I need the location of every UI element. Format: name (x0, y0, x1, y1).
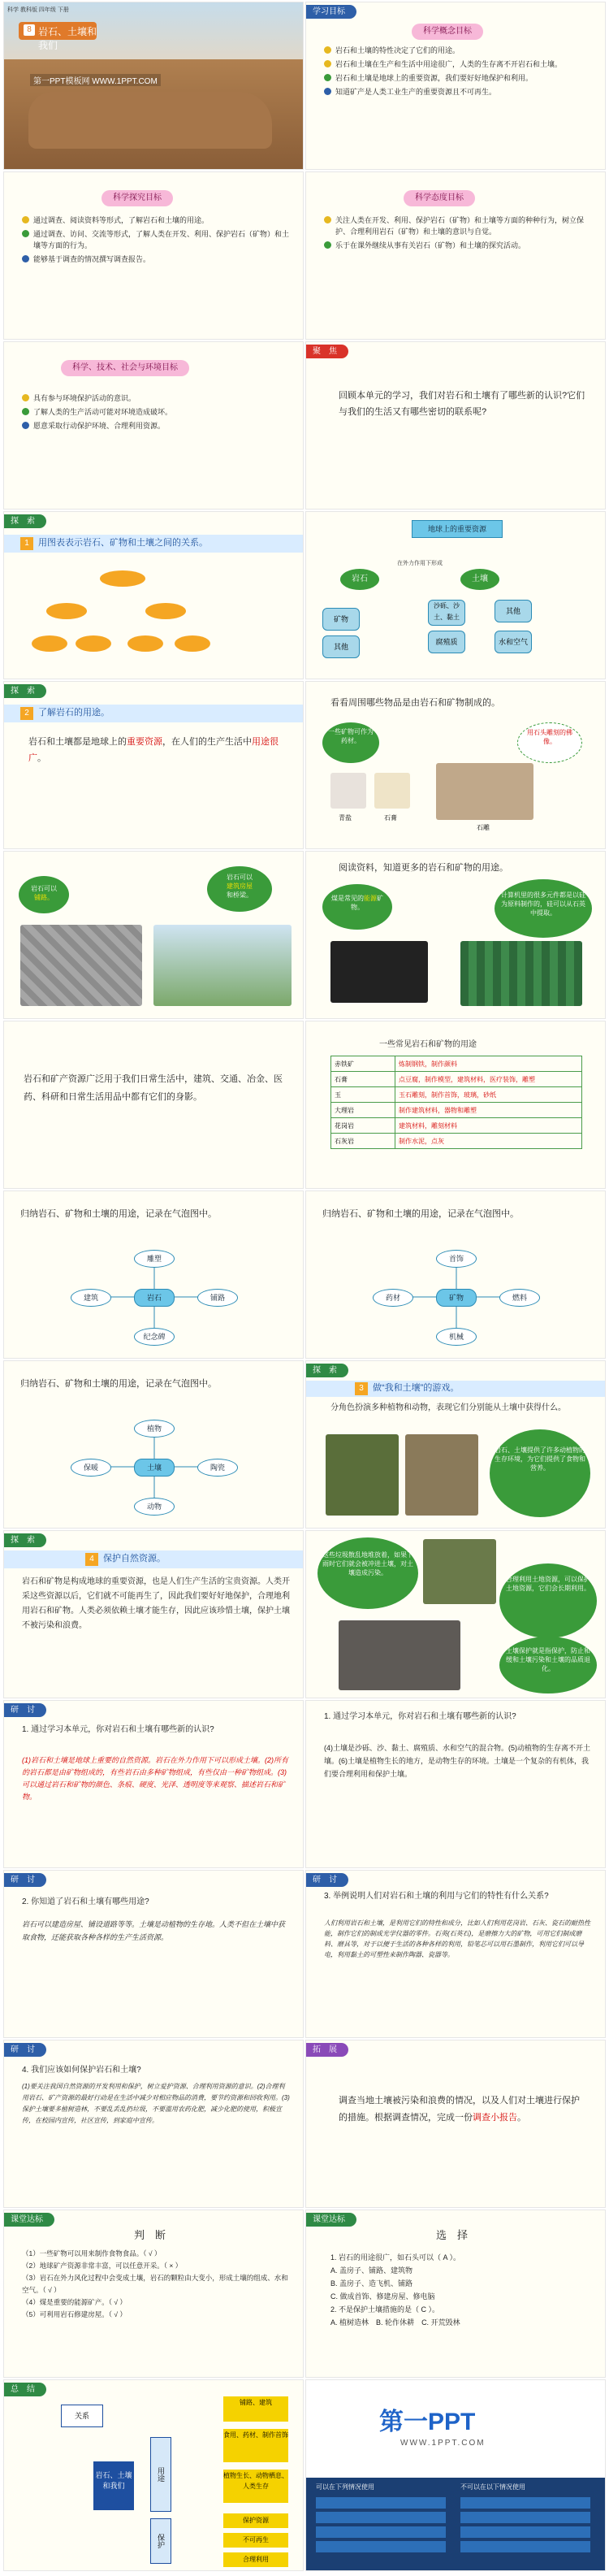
answer: (1)岩石和土壤是地球上重要的自然资源。岩石在外力作用下可以形成土壤。(2)所有的岩石都是由矿物组成的，有些岩石由多种矿物组成，有些仅由一种矿物组成。(3)可以通过岩石和矿物的颜色、条痕、硬度、光泽、透明度等来观察、描述岩石和矿物。 (22, 1756, 289, 1801)
bubble-center: 矿物 (436, 1289, 477, 1307)
summary-item: 合理利用 (223, 2552, 288, 2567)
option: A. 盖房子、铺路、建筑物 (330, 2266, 413, 2275)
title-box (19, 22, 97, 51)
slide-road-bridge (3, 851, 304, 1019)
goal-banner: 科学探究目标 (102, 190, 173, 206)
diagram-oval (127, 635, 163, 652)
slide-explore-1 (3, 511, 304, 679)
quiz-title: 选 择 (436, 2229, 469, 2241)
slide-extend (305, 2040, 606, 2208)
option-row: A. 植树造林 B. 轮作休耕 C. 开荒毁林 (330, 2318, 460, 2327)
bullet-icon (324, 74, 331, 81)
answer: 人们利用岩石和土壤，是利用它们的特性和成分，比如人们利用花岗岩、石灰、瓷石的耐热性能，制作它们的制成光学仪器的零件。石英(石英石)，是磨擦力大的矿物，可用它们制成磨料、磨具等，对于以便于生活的各种各样的利用，铅笔芯可以用石墨制作，利用它们可以导电，利用黏土的可塑性来制作陶器、瓷器等。 (324, 1919, 590, 1958)
slide-explore-3 (305, 1360, 606, 1529)
option: B. 盖房子、造飞机、铺路 (330, 2279, 413, 2288)
slide-bubble-mineral (305, 1190, 606, 1359)
list-item: 知道矿产是人类工业生产的重要资源且不可再生。 (324, 86, 594, 98)
section-tag: 总 结 (4, 2383, 46, 2396)
slide-explore-4 (3, 1530, 304, 1698)
bullet-icon (22, 394, 29, 401)
speech-bubble: 这些垃圾散乱地堆放着，如果下雨时它们就会被冲进土壤，对土壤造成污染。 (317, 1537, 418, 1609)
brand-url: WWW.1PPT.COM (400, 2439, 486, 2448)
body-text: 岩石和矿产资源广泛用于我们日常生活中，建筑、交通、冶金、医药、科研和日常生活用品中都有它们的身影。 (24, 1074, 283, 1102)
slide-heading: 归纳岩石、矿物和土壤的用途，记录在气泡图中。 (20, 1379, 217, 1389)
goal-banner: 科学、技术、社会与环境目标 (61, 360, 189, 376)
bubble-node: 植物 (134, 1420, 175, 1438)
table-row: 玉 玉石雕刻，制作首饰，玻璃，砂纸 (331, 1087, 582, 1103)
bullet-icon (324, 60, 331, 67)
answer: (4)土壤是沙砾、沙、黏土、腐殖质、水和空气的混合物。(5)动植物的生存离不开土壤。(6)土壤是植物生长的地方，是动物生存的环境。土壤是一个复杂的有机体，我们要合理利用和保护土壤。 (324, 1744, 591, 1778)
bubble-node: 铺路 (197, 1289, 238, 1307)
diagram-oval (32, 635, 67, 652)
answer: (1)要关注我国自然资源的开发利用和保护，树立爱护资源、合理利用资源的意识。(2)合理利用岩石、矿产资源的最好行动是在生活中减少对相应物品的消费，要节约资源和回收利用。(3)保护土壤要多植树造林，不要乱丢乱扔垃圾，不要滥用农药化肥，减少化肥的使用，积极宣传，在校园内宣传，社区宣传，到家庭中宣传。 (22, 2083, 290, 2124)
bullet-icon (324, 216, 331, 223)
list-item: 愿意采取行动保护环境、合理利用资源。 (22, 420, 292, 432)
slide-concept-map (305, 511, 606, 679)
bubble-node: 机械 (436, 1328, 477, 1346)
list-item: 岩石和土壤在生产和生活中用途很广，人类的生存离不开岩石和土壤。 (324, 59, 594, 70)
footer-link[interactable] (460, 2526, 590, 2538)
slide-heading: 归纳岩石、矿物和土壤的用途，记录在气泡图中。 (20, 1209, 217, 1219)
slide-bubble-soil (3, 1360, 304, 1529)
section-tag: 课堂达标 (4, 2213, 54, 2227)
section-tag: 研 讨 (4, 1703, 46, 1717)
goal-list (324, 215, 594, 254)
coal-image (330, 941, 428, 1003)
bubble-center: 土壤 (134, 1459, 175, 1477)
list-item: 能够基于调查的情况撰写调查报告。 (22, 254, 292, 265)
slide-title-cover (3, 2, 304, 170)
list-item: 关注人类在开发、利用、保护岩石（矿物）和土壤等方面的种种行为，树立保护、合理利用岩石（矿物）和土壤的意识与自觉。 (324, 215, 594, 237)
goal-list (324, 45, 594, 100)
diagram-oval (100, 570, 145, 587)
table-row: 石灰岩 制作水泥，点灰 (331, 1134, 582, 1149)
section-tag: 拓 展 (306, 2043, 348, 2057)
slide-discuss-4 (3, 2040, 304, 2208)
question: 2. 你知道了岩石和土壤有哪些用途? (22, 1897, 149, 1906)
question: 3. 举例说明人们对岩石和土壤的利用与它们的特性有什么关系? (324, 1892, 549, 1901)
list-item: 具有参与环境保护活动的意识。 (22, 392, 292, 404)
footer-heading: 可以在下列情况使用 (316, 2483, 374, 2491)
garbage-image (339, 1620, 460, 1690)
section-tag: 研 讨 (306, 1873, 348, 1887)
carving-image (436, 763, 533, 820)
step-heading: 保护自然资源。 (103, 1554, 166, 1563)
footer-link[interactable] (316, 2497, 446, 2509)
map-node: 其他 (322, 635, 360, 658)
stone-bridge-image (153, 925, 292, 1006)
salt-image (330, 773, 366, 809)
slide-quiz-judge (3, 2210, 304, 2378)
section-tag: 聚 焦 (306, 345, 348, 358)
footer-link[interactable] (460, 2497, 590, 2509)
map-node: 沙砾、沙土、黏土 (428, 600, 465, 626)
bullet-icon (22, 230, 29, 237)
footer-link[interactable] (316, 2512, 446, 2523)
slide-brand (305, 2379, 606, 2571)
section-tag: 研 讨 (4, 2043, 46, 2057)
map-node: 腐殖质 (428, 631, 465, 653)
summary-item: 食用、药材、制作首饰 (223, 2429, 288, 2462)
slide-discuss-1a (3, 1700, 304, 1868)
bubble-center: 岩石 (134, 1289, 175, 1307)
section-tag: 探 索 (4, 1533, 46, 1547)
list-item: （1）一些矿物可以用来制作食物食品。（ √ ） (22, 2249, 162, 2257)
bubble-node: 保暖 (71, 1459, 111, 1477)
diagram-oval (175, 635, 210, 652)
quiz-list (22, 2248, 292, 2321)
list-item: （5）可利用岩石修建房屋。（ √ ） (22, 2310, 127, 2318)
footer-panel (306, 2478, 605, 2571)
section-tag: 探 索 (306, 1364, 348, 1377)
step-number: 1 (20, 537, 33, 550)
speech-bubble: 岩石、土壤提供了许多动植物的生存环境，为它们提供了食物和营养。 (490, 1429, 590, 1517)
quiz-list (330, 2251, 594, 2329)
speech-bubble: 计算机里的很多元件都是以硅为原料制作的，硅可以从石英中提取。 (495, 879, 592, 938)
summary-item: 不可再生 (223, 2533, 288, 2548)
bubble-node: 雕塑 (134, 1250, 175, 1268)
map-node-soil: 土壤 (460, 569, 499, 590)
slide-heading: 阅读资料，知道更多的岩石和矿物的用途。 (339, 863, 508, 873)
summary-item: 铺路、建筑 (223, 2396, 288, 2422)
slide-quiz-choice (305, 2210, 606, 2378)
slide-learning-goals (305, 2, 606, 170)
bubble-node: 纪念碑 (134, 1328, 175, 1346)
diagram-oval (46, 603, 87, 619)
diagram-oval (145, 603, 186, 619)
lesson-title: 岩石、土壤和我们 (38, 26, 97, 51)
summary-branch: 用途 (150, 2437, 171, 2512)
slide-stse-goals (3, 341, 304, 510)
list-item: 岩石和土壤是地球上的重要资源，我们要好好地保护和利用。 (324, 72, 594, 84)
speech-bubble: 用石头雕刻的佛像。 (517, 722, 582, 763)
section-tag: 探 索 (4, 514, 46, 528)
table-row: 花岗岩 建筑材料，雕刻材料 (331, 1118, 582, 1134)
slide-attitude-goals (305, 171, 606, 340)
list-item: 通过调查、访问、交流等形式，了解人类在开发、利用、保护岩石（矿物）和土壤等方面的行为。 (22, 228, 292, 251)
goal-list (22, 392, 292, 434)
step-heading: 了解岩石的用途。 (38, 708, 110, 718)
bullet-icon (22, 422, 29, 429)
slide-explore-2 (3, 681, 304, 849)
quiz-title: 判 断 (134, 2229, 166, 2241)
body-text: 分角色扮演多种植物和动物，表现它们分别能从土壤中获得什么。 (330, 1403, 566, 1412)
summary-branch: 保护 (150, 2518, 171, 2564)
list-item: （4）煤是重要的能源矿产。（ √ ） (22, 2298, 127, 2306)
table-title: 一些常见岩石和矿物的用途 (379, 1040, 477, 1049)
paved-road-image (20, 925, 142, 1006)
bullet-icon (22, 255, 29, 262)
brand-logo: 第一PPT (379, 2409, 476, 2435)
bullet-icon (324, 46, 331, 54)
slide-summary (3, 2379, 304, 2571)
slide-focus (305, 341, 606, 510)
table-row: 石膏 点豆腐，制作模型，建筑材料，医疗装饰，雕塑 (331, 1072, 582, 1087)
step-heading: 做“我和土壤”的游戏。 (373, 1383, 460, 1393)
watermark: 第一PPT模板网 WWW.1PPT.COM (30, 74, 161, 86)
table-row: 赤铁矿 炼制钢铁，制作颜料 (331, 1056, 582, 1072)
slide-objects (305, 681, 606, 849)
footer-link[interactable] (316, 2526, 446, 2538)
section-tag: 研 讨 (4, 1873, 46, 1887)
slide-uses-table (305, 1021, 606, 1189)
speech-bubble: 一些矿物可作为药材。 (322, 722, 379, 763)
slide-bubble-rock (3, 1190, 304, 1359)
footer-heading: 不可以在以下情况使用 (460, 2483, 525, 2491)
slide-heading: 归纳岩石、矿物和土壤的用途，记录在气泡图中。 (322, 1209, 519, 1219)
map-node: 矿物 (322, 608, 360, 631)
list-item: 岩石和土壤的特性决定了它们的用途。 (324, 45, 594, 56)
uses-table (330, 1056, 582, 1149)
list-item: 通过调查、阅读资料等形式，了解岩石和土壤的用途。 (22, 215, 292, 226)
gypsum-image (374, 773, 410, 809)
lesson-number: 8 (24, 24, 35, 36)
body-text: 岩石和矿物是构成地球的重要资源，也是人们生产生活的宝贵资源。人类开采这些资源以后，它们就不可能再生了，因此我们要好好地保护，合理地利用岩石和矿物。人类必须依赖土壤才能生存，因此应该珍惜土壤，保护土壤不被污染和浪费。 (22, 1577, 290, 1630)
diagram-oval (76, 635, 111, 652)
slide-coal-silicon (305, 851, 606, 1019)
question: 2. 不是保护土壤措施的是（ C ）。 (330, 2305, 440, 2314)
speech-bubble: 合理利用土地资源，可以保护土地资源，它们会长期利用。 (499, 1563, 597, 1638)
bullet-icon (22, 216, 29, 223)
summary-item: 植物生长、动物栖息、人类生存 (223, 2470, 288, 2503)
caption: 青盐 (339, 814, 352, 822)
bubble-node: 动物 (134, 1498, 175, 1516)
caption: 石雕 (477, 824, 490, 831)
section-tag: 学习目标 (306, 5, 356, 19)
list-item: （2）地球矿产资源非常丰富，可以任意开采。（ × ） (22, 2262, 183, 2270)
section-tag: 探 索 (4, 684, 46, 698)
step-heading: 用图表表示岩石、矿物和土壤之间的关系。 (38, 538, 208, 548)
slide-discuss-3 (305, 1870, 606, 2038)
question: 1. 通过学习本单元，你对岩石和土壤有哪些新的认识? (22, 1725, 214, 1734)
speech-bubble: 岩石可以 建筑房屋 和桥梁。 (207, 866, 272, 912)
summary-center: 岩石、土壤和我们 (93, 2461, 134, 2510)
body-text: 调查当地土壤被污染和浪费的情况，以及人们对土壤进行保护的措施。根据调查情况，完成一份调查小报告。 (339, 2096, 580, 2123)
goal-list (22, 215, 292, 267)
list-item: 乐于在课外继续从事有关岩石（矿物）和土壤的探究活动。 (324, 240, 594, 251)
slide-discuss-2 (3, 1870, 304, 2038)
map-node-rock: 岩石 (340, 569, 379, 590)
bullet-icon (22, 408, 29, 415)
answer: 岩石可以建造房屋、铺设道路等等。土壤是动植物的生存地。人类不但在土壤中获取食物，还能获取各种各样的生产生活资源。 (22, 1920, 286, 1941)
bubble-node: 首饰 (436, 1250, 477, 1268)
section-tag: 课堂达标 (306, 2213, 356, 2227)
step-number: 3 (355, 1382, 368, 1395)
summary-item: 保护资源 (223, 2513, 288, 2528)
speech-bubble: 岩石可以 铺路。 (19, 876, 69, 913)
step-number: 4 (85, 1553, 98, 1566)
summary-branch: 关系 (61, 2405, 103, 2427)
goal-banner: 科学概念目标 (412, 24, 483, 40)
map-node: 水和空气 (495, 631, 532, 653)
farmland-image (423, 1539, 496, 1604)
slide-heading: 看看周围哪些物品是由岩石和矿物制成的。 (330, 698, 500, 708)
list-item: （3）岩石在外力风化过程中会变成土壤，岩石的颗粒由大变小，形成土壤的组成、水和空气。（ √ ） (22, 2274, 288, 2294)
bubble-node: 药材 (373, 1289, 413, 1307)
course-meta: 科学 教科版 四年级 下册 (7, 7, 69, 13)
question: 4. 我们应该如何保护岩石和土壤? (22, 2066, 141, 2075)
speech-bubble: 煤是常见的能源矿物。 (322, 884, 392, 930)
bullet-icon (324, 241, 331, 249)
question: 1. 岩石的用途很广，如石头可以（ A ）。 (330, 2253, 461, 2262)
bubble-node: 燃料 (499, 1289, 540, 1307)
slide-discuss-1b (305, 1700, 606, 1868)
focus-text: 回顾本单元的学习，我们对岩石和土壤有了哪些新的认识?它们与我们的生活又有哪些密切的联系呢? (339, 391, 585, 417)
footer-link[interactable] (460, 2541, 590, 2552)
plant-image (326, 1434, 399, 1516)
bubble-node: 陶瓷 (197, 1459, 238, 1477)
caption: 石膏 (384, 814, 397, 822)
bullet-icon (324, 88, 331, 95)
slide-inquiry-goals (3, 171, 304, 340)
slide-mineral-uses-text (3, 1021, 304, 1189)
footer-link[interactable] (460, 2512, 590, 2523)
map-title: 地球上的重要资源 (412, 520, 503, 538)
goal-banner: 科学态度目标 (404, 190, 475, 206)
table-row: 大理岩 制作建筑材料，器物和雕塑 (331, 1103, 582, 1118)
question: 1. 通过学习本单元，你对岩石和土壤有哪些新的认识? (324, 1712, 516, 1721)
map-link-label: 在外力作用下形成 (397, 561, 443, 566)
body-text: 岩石和土壤都是地球上的重要资源，在人们的生产生活中用途很广。 (28, 737, 279, 763)
squirrel-image (405, 1434, 478, 1516)
footer-link[interactable] (316, 2541, 446, 2552)
speech-bubble: 土壤保护就是指保护，防止和缓和土壤污染和土壤的品质退化。 (499, 1637, 597, 1693)
option: C. 做成首饰、修建房屋、修电脑 (330, 2292, 435, 2301)
circuit-board-image (460, 941, 582, 1006)
map-node: 其他 (495, 600, 532, 622)
step-number: 2 (20, 707, 33, 720)
slide-pollution (305, 1530, 606, 1698)
list-item: 了解人类的生产活动可能对环境造成破坏。 (22, 406, 292, 418)
bubble-node: 建筑 (71, 1289, 111, 1307)
